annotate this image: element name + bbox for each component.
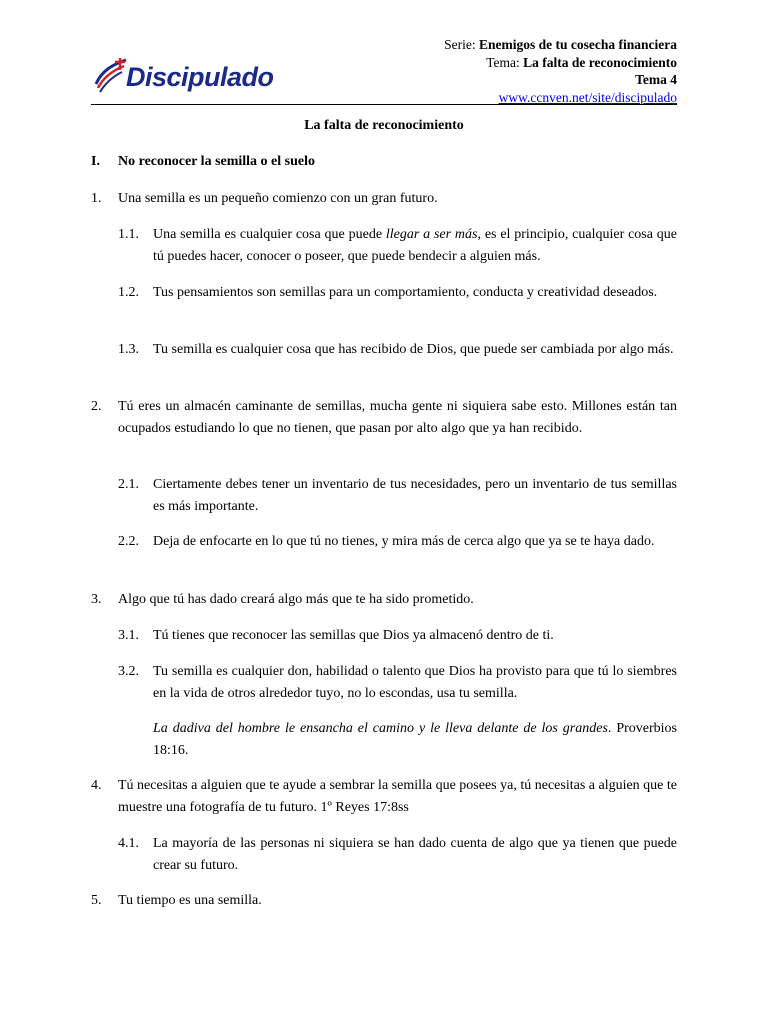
header-tema-number: Tema 4 bbox=[635, 72, 677, 87]
document-title: La falta de reconocimiento bbox=[304, 118, 464, 133]
header-tema: Tema: La falta de reconocimiento bbox=[486, 54, 677, 70]
header-info bbox=[444, 36, 677, 106]
logo-text: Discipulado bbox=[126, 62, 274, 92]
discipulado-logo bbox=[92, 56, 272, 100]
header-divider bbox=[91, 104, 677, 105]
header-serie: Serie: Enemigos de tu cosecha financiera bbox=[444, 37, 677, 52]
site-link[interactable]: www.ccnven.net/site/discipulado bbox=[498, 89, 677, 105]
